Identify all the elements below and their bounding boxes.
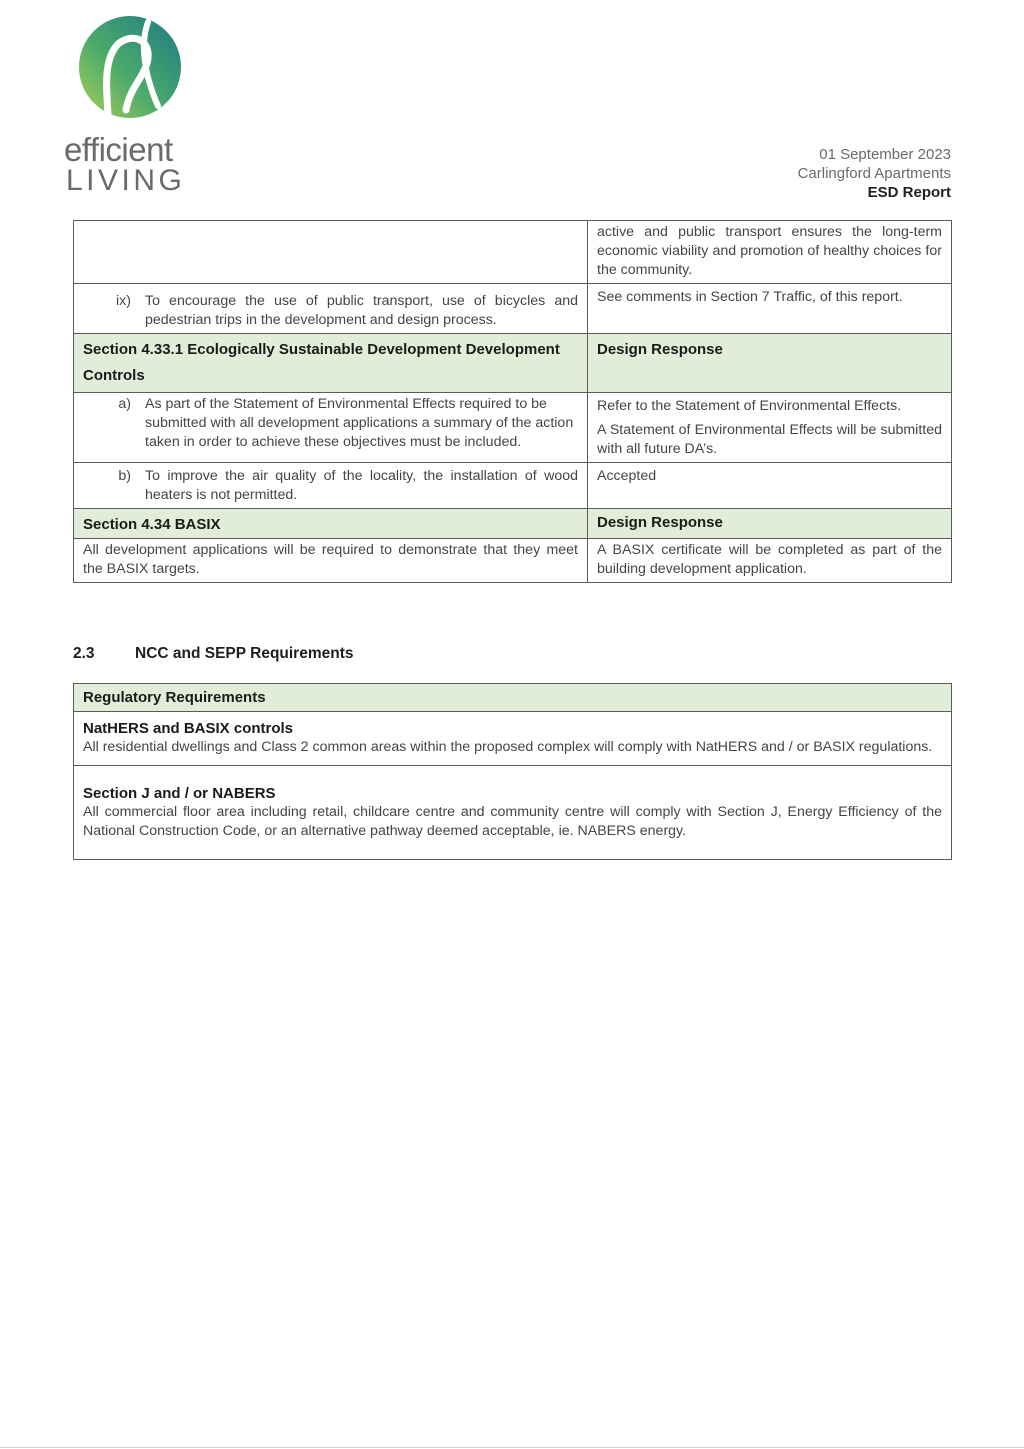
requirement-cell [74, 766, 952, 860]
section-heading [73, 645, 354, 663]
item-text: To improve the air quality of the locality, the installation of wood heaters is not permitted. [145, 468, 578, 503]
control-cell [74, 463, 588, 509]
company-logo [64, 14, 196, 196]
requirement-text: All residential dwellings and Class 2 common areas within the proposed complex will comply with NatHERS and / or BASIX regulations. [83, 739, 933, 755]
section-header-right: Design Response [588, 509, 952, 539]
section-header-left: Section 4.34 BASIX [74, 509, 588, 539]
table-row [74, 463, 952, 509]
section-header-row [74, 509, 952, 539]
response-cell: Accepted [588, 463, 952, 509]
section-header-left: Section 4.33.1 Ecologically Sustainable Development Development Controls [74, 334, 588, 393]
logo-word-living: LIVING [66, 164, 186, 197]
report-title: ESD Report [867, 184, 951, 201]
item-number: b) [118, 468, 131, 484]
regulatory-requirements-table [73, 683, 952, 860]
table-row [74, 221, 952, 284]
response-cell: A BASIX certificate will be completed as part of the building development application. [588, 539, 952, 583]
table-row [74, 393, 952, 463]
requirement-text: All commercial floor area including retail, childcare centre and community centre will comply with Section J, Energy Efficiency of the National Construction Code, or an alternative pathway deemed acceptable, ie. NABERS energy. [83, 804, 942, 839]
table-row [74, 539, 952, 583]
requirement-cell [74, 712, 952, 766]
control-cell: All development applications will be required to demonstrate that they meet the BASIX targets. [74, 539, 588, 583]
item-number: a) [118, 396, 131, 412]
item-text: As part of the Statement of Environmental Effects required to be submitted with all development applications a summary of the action taken in order to achieve these objectives must be included. [145, 396, 574, 450]
logo-word-efficient: efficient [64, 131, 173, 168]
empty-cell [74, 221, 588, 284]
section-title: NCC and SEPP Requirements [135, 645, 354, 662]
table-row [74, 712, 952, 766]
table-row [74, 766, 952, 860]
table-header-row [74, 684, 952, 712]
section-header-row [74, 334, 952, 393]
control-cell [74, 393, 588, 463]
section-header-right: Design Response [588, 334, 952, 393]
requirement-title: NatHERS and BASIX controls [83, 720, 294, 737]
project-name: Carlingford Apartments [797, 165, 951, 182]
item-text: To encourage the use of public transport, use of bicycles and pedestrian trips in the development and design process. [145, 293, 578, 328]
table-row [74, 284, 952, 334]
table-header-cell: Regulatory Requirements [74, 684, 952, 712]
report-date: 01 September 2023 [819, 146, 951, 163]
response-cell: active and public transport ensures the long-term economic viability and promotion of healthy choices for the community. [588, 221, 952, 284]
leaf-logo-icon [78, 14, 182, 120]
control-cell [74, 284, 588, 334]
response-cell: See comments in Section 7 Traffic, of this report. [588, 284, 952, 334]
response-paragraph: Refer to the Statement of Environmental Effects. [597, 398, 902, 414]
item-number: ix) [116, 293, 131, 309]
page-bottom-divider [0, 1447, 1024, 1448]
requirement-title: Section J and / or NABERS [83, 785, 276, 802]
report-header [798, 145, 951, 202]
response-paragraph: A Statement of Environmental Effects will be submitted with all future DA’s. [597, 422, 942, 457]
section-number: 2.3 [73, 645, 95, 662]
response-cell [588, 393, 952, 463]
dcp-compliance-table [73, 220, 952, 583]
